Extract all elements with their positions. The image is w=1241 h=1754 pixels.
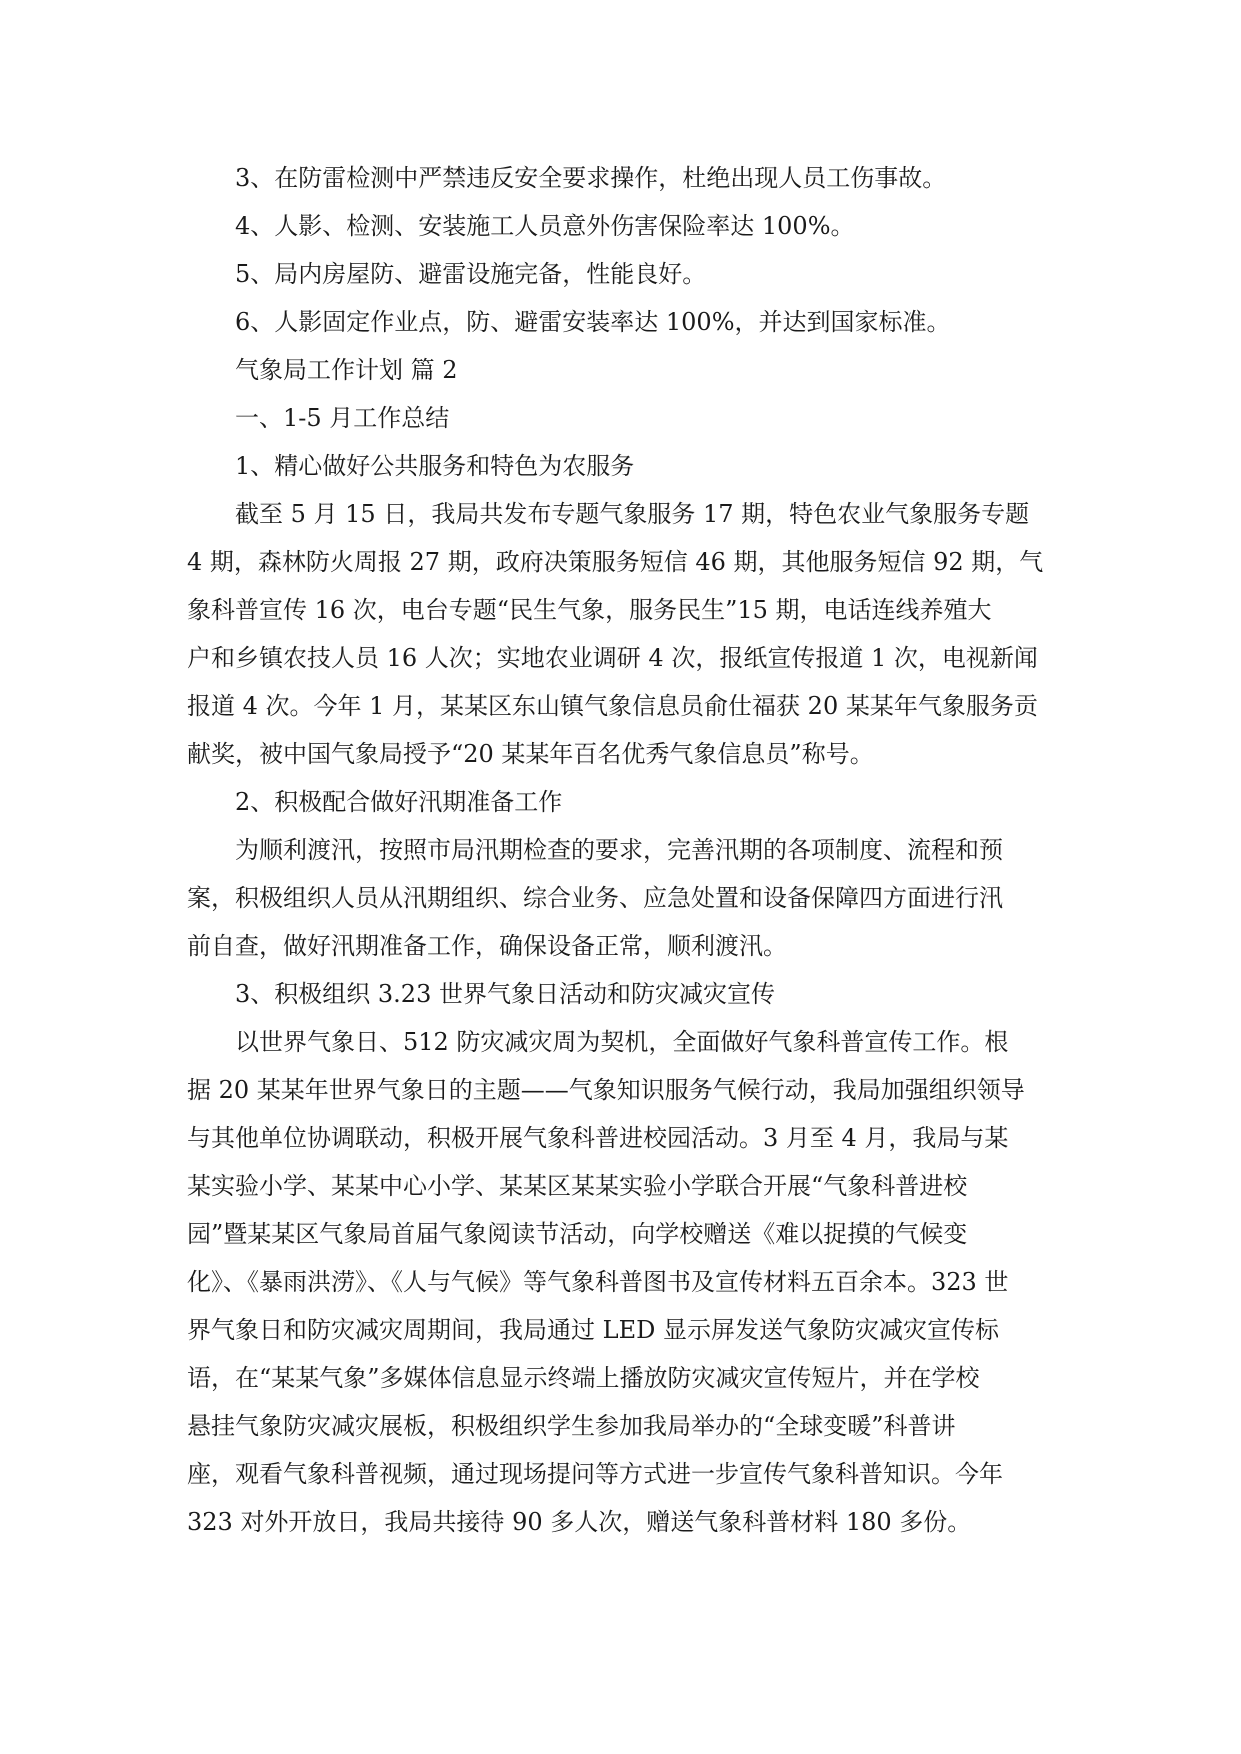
paragraph-line: 园”暨某某区气象局首届气象阅读节活动，向学校赠送《难以捉摸的气候变 bbox=[187, 1220, 968, 1248]
section-title: 气象局工作计划 篇 2 bbox=[235, 356, 458, 384]
subheading-flood-season: 2、积极配合做好汛期准备工作 bbox=[235, 788, 563, 816]
paragraph-line: 象科普宣传 16 次，电台专题“民生气象，服务民生”15 期，电话连线养殖大 bbox=[187, 596, 992, 624]
paragraph-line: 座，观看气象科普视频，通过现场提问等方式进一步宣传气象科普知识。今年 bbox=[187, 1460, 1003, 1488]
paragraph-line: 化》、《暴雨洪涝》、《人与气候》等气象科普图书及宣传材料五百余本。323 世 bbox=[187, 1268, 1009, 1296]
paragraph-line: 323 对外开放日，我局共接待 90 多人次，赠送气象科普材料 180 多份。 bbox=[187, 1508, 972, 1536]
paragraph-line: 报道 4 次。今年 1 月，某某区东山镇气象信息员俞仕福获 20 某某年气象服务贡 bbox=[187, 692, 1038, 720]
paragraph-meteorological-day bbox=[187, 1018, 1057, 1546]
paragraph-line: 户和乡镇农技人员 16 人次；实地农业调研 4 次，报纸宣传报道 1 次，电视新闻 bbox=[187, 644, 1038, 672]
list-item: 5、局内房屋防、避雷设施完备，性能良好。 bbox=[235, 260, 707, 288]
heading-summary: 一、1-5 月工作总结 bbox=[235, 404, 450, 432]
paragraph-line: 截至 5 月 15 日，我局共发布专题气象服务 17 期，特色农业气象服务专题 bbox=[235, 500, 1030, 528]
paragraph-line: 为顺利渡汛，按照市局汛期检查的要求，完善汛期的各项制度、流程和预 bbox=[235, 836, 1003, 864]
paragraph-line: 以世界气象日、512 防灾减灾周为契机，全面做好气象科普宣传工作。根 bbox=[235, 1028, 1009, 1056]
list-item: 3、在防雷检测中严禁违反安全要求操作，杜绝出现人员工伤事故。 bbox=[235, 164, 947, 192]
paragraph-line: 4 期，森林防火周报 27 期，政府决策服务短信 46 期，其他服务短信 92 期，气 bbox=[187, 548, 1044, 576]
paragraph-line: 某实验小学、某某中心小学、某某区某某实验小学联合开展“气象科普进校 bbox=[187, 1172, 968, 1200]
paragraph-line: 案，积极组织人员从汛期组织、综合业务、应急处置和设备保障四方面进行汛 bbox=[187, 884, 1003, 912]
paragraph-line: 献奖，被中国气象局授予“20 某某年百名优秀气象信息员”称号。 bbox=[187, 740, 874, 768]
paragraph-line: 与其他单位协调联动，积极开展气象科普进校园活动。3 月至 4 月，我局与某 bbox=[187, 1124, 1009, 1152]
paragraph-line: 界气象日和防灾减灾周期间，我局通过 LED 显示屏发送气象防灾减灾宣传标 bbox=[187, 1316, 999, 1344]
paragraph-line: 前自查，做好汛期准备工作，确保设备正常，顺利渡汛。 bbox=[187, 932, 787, 960]
subheading-public-service: 1、精心做好公共服务和特色为农服务 bbox=[235, 452, 635, 480]
document-body bbox=[187, 154, 1057, 1546]
paragraph-flood-season bbox=[187, 826, 1057, 970]
paragraph-line: 据 20 某某年世界气象日的主题——气象知识服务气候行动，我局加强组织领导 bbox=[187, 1076, 1025, 1104]
list-item: 4、人影、检测、安装施工人员意外伤害保险率达 100%。 bbox=[235, 212, 855, 240]
paragraph-line: 语，在“某某气象”多媒体信息显示终端上播放防灾减灾宣传短片，并在学校 bbox=[187, 1364, 980, 1392]
subheading-meteorological-day: 3、积极组织 3.23 世界气象日活动和防灾减灾宣传 bbox=[235, 980, 775, 1008]
paragraph-line: 悬挂气象防灾减灾展板，积极组织学生参加我局举办的“全球变暖”科普讲 bbox=[187, 1412, 956, 1440]
paragraph-public-service bbox=[187, 490, 1057, 778]
list-item: 6、人影固定作业点，防、避雷安装率达 100%，并达到国家标准。 bbox=[235, 308, 951, 336]
